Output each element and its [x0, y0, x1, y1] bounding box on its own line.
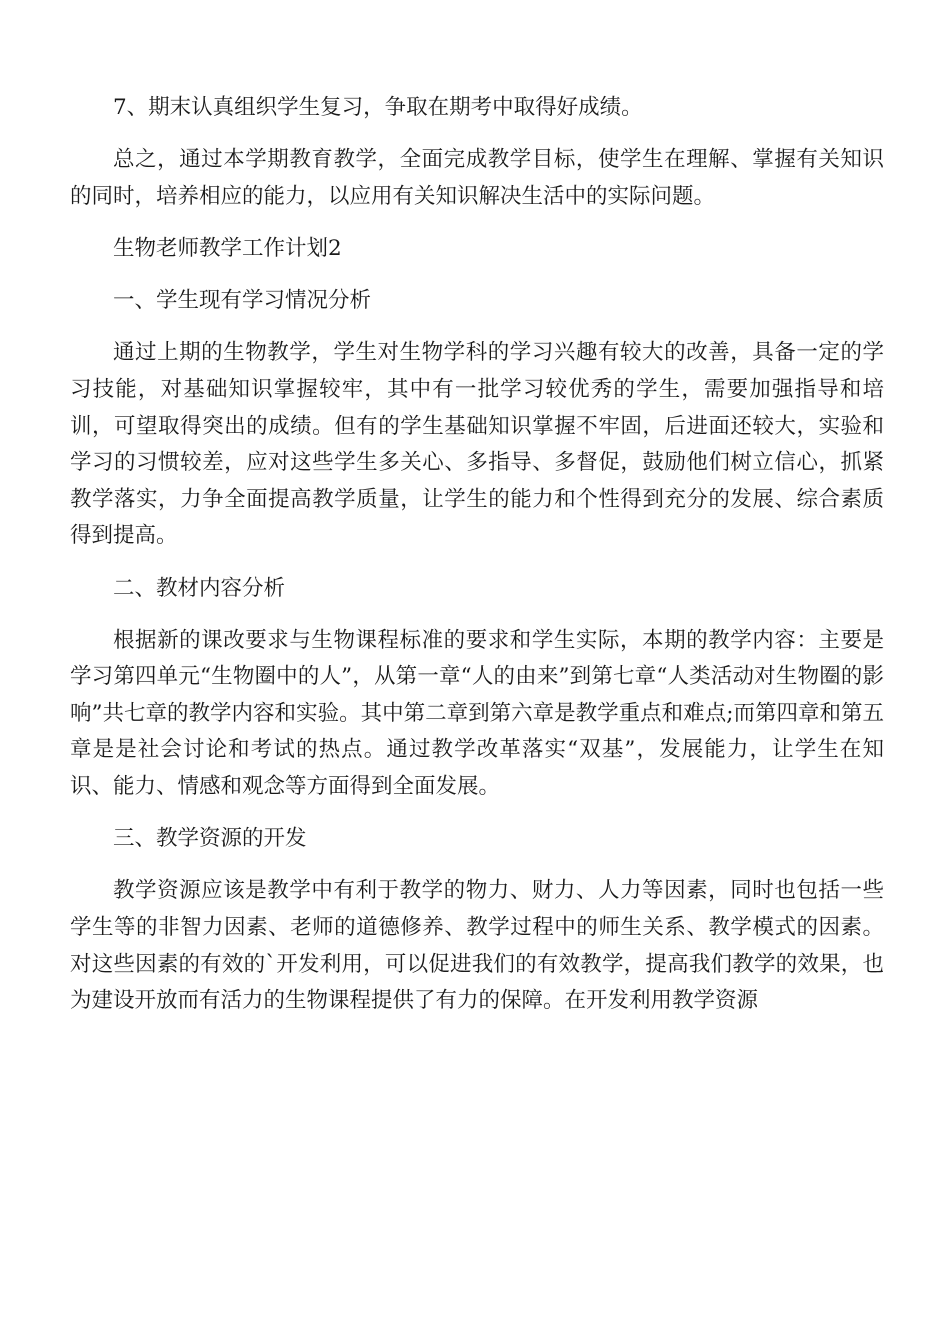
paragraph-summary: 总之，通过本学期教育教学，全面完成教学目标，使学生在理解、掌握有关知识的同时，培养相应的能力，以应用有关知识解决生活中的实际问题。: [70, 147, 884, 209]
paragraph-textbook-analysis: 根据新的课改要求与生物课程标准的要求和学生实际，本期的教学内容：主要是学习第四单元“生物圈中的人”，从第一章“人的由来”到第七章“人类活动对生物圈的影响”共七章的教学内容和实验。其中第二章到第六章是教学重点和难点;而第四章和第五章是是社会讨论和考试的热点。通过教学改革落实“双基”，发展能力，让学生在知识、能力、情感和观念等方面得到全面发展。: [70, 627, 884, 800]
section-title-plan-2: 生物老师教学工作计划2: [113, 235, 342, 261]
document-page: [70, 90, 884, 1035]
heading-resource-development: 三、教学资源的开发: [113, 826, 307, 852]
heading-student-analysis: 一、学生现有学习情况分析: [113, 288, 372, 314]
paragraph-exam-review: 7、期末认真组织学生复习，争取在期考中取得好成绩。: [113, 95, 643, 120]
paragraph-resource-development: 教学资源应该是教学中有利于教学的物力、财力、人力等因素，同时也包括一些学生等的非智力因素、老师的道德修养、教学过程中的师生关系、教学模式的因素。对这些因素的有效的`开发利用，可以促进我们的有效教学，提高我们教学的效果，也为建设开放而有活力的生物课程提供了有力的保障。在开发利用教学资源: [70, 878, 884, 1014]
paragraph-student-analysis: 通过上期的生物教学，学生对生物学科的学习兴趣有较大的改善，具备一定的学习技能，对基础知识掌握较牢，其中有一批学习较优秀的学生，需要加强指导和培训，可望取得突出的成绩。但有的学生基础知识掌握不牢固，后进面还较大，实验和学习的习惯较差，应对这些学生多关心、多指导、多督促，鼓励他们树立信心，抓紧教学落实，力争全面提高教学质量，让学生的能力和个性得到充分的发展、综合素质得到提高。: [70, 340, 884, 549]
heading-textbook-analysis: 二、教材内容分析: [113, 575, 286, 601]
